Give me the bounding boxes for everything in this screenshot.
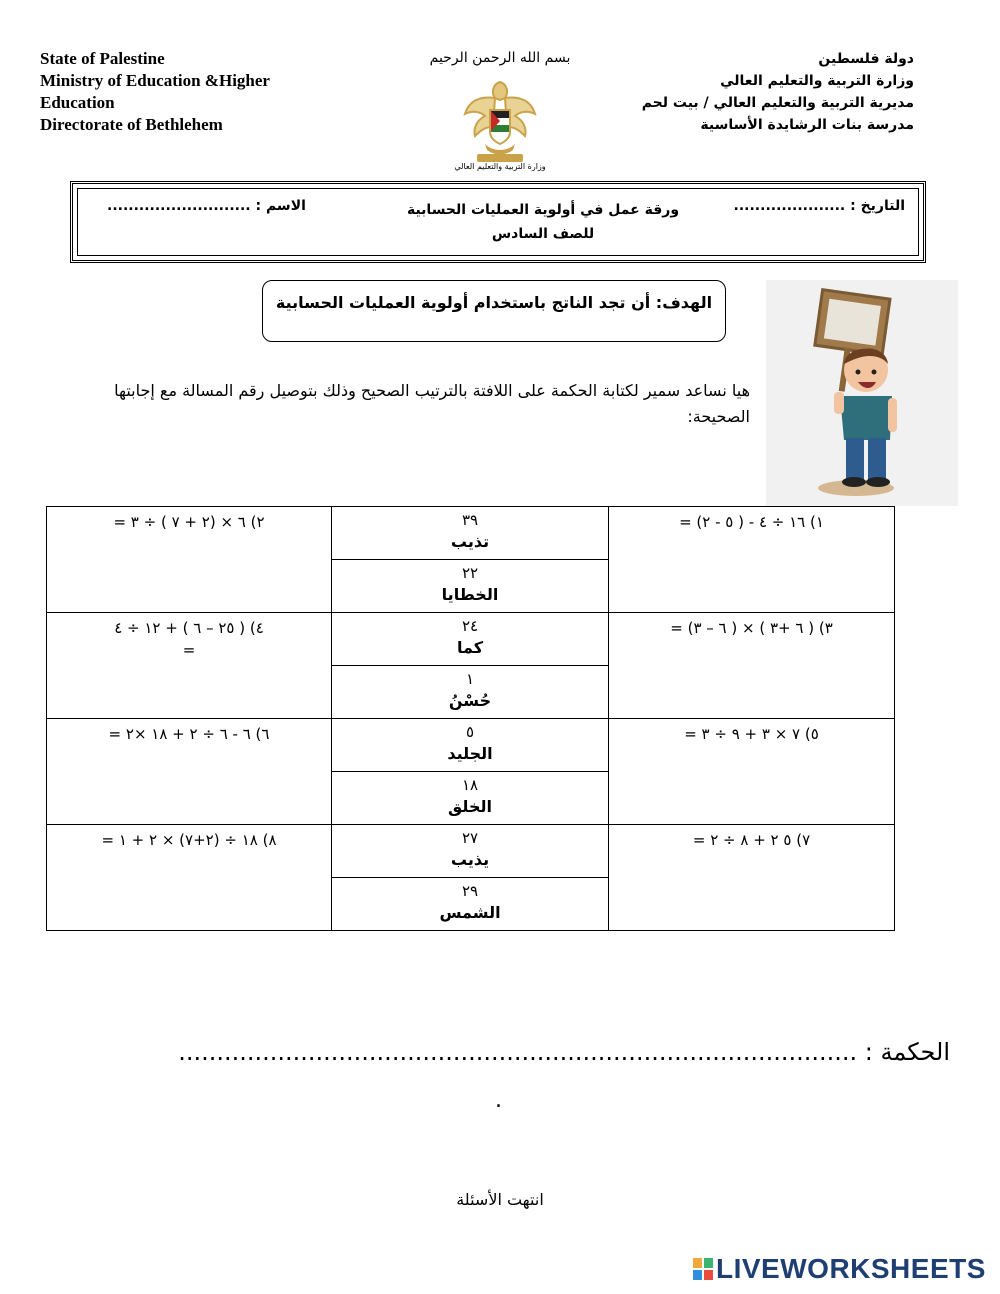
answer-number: ٢٢: [461, 564, 479, 582]
problem-2: ٢) ٦ × (٢ + ٧ ) ÷ ٣ =: [47, 507, 332, 613]
problem-6: ٦) ٦ - ٦ ÷ ٢ + ١٨ ×٢ =: [47, 719, 332, 825]
instructions: هيا نساعد سمير لكتابة الحكمة على اللافتة بالترتيب الصحيح وذلك بتوصيل رقم المسالة مع إجابتها الصحيحة:: [114, 381, 750, 426]
answer-word: الشمس: [439, 903, 501, 922]
answer-number: ٢٧: [461, 829, 479, 847]
problem-8: ٨) ١٨ ÷ (٢+٧) × ٢ + ١ =: [47, 825, 332, 931]
answer-number: ١: [465, 670, 475, 688]
answer-number: ٢٩: [461, 882, 479, 900]
arabic-line: وزارة التربية والتعليم العالي: [720, 73, 914, 89]
answer-number: ٣٩: [461, 511, 479, 529]
answer-number: ٢٤: [461, 617, 479, 635]
answer-card[interactable]: [332, 878, 609, 931]
answer-word: حُسْنُ: [448, 691, 492, 710]
answer-card[interactable]: [332, 560, 609, 613]
liveworksheets-logo-icon: [693, 1258, 713, 1280]
palestine-emblem-icon: [455, 70, 545, 175]
wisdom-dot: .: [495, 1088, 502, 1113]
arabic-line: مدرسة بنات الرشايدة الأساسية: [700, 117, 914, 133]
answer-word: الخطايا: [441, 585, 499, 604]
problem-5: ٥) ٧ × ٣ + ٩ ÷ ٣ =: [609, 719, 895, 825]
problem-7: ٧) ٥ ٢ + ٨ ÷ ٢ =: [609, 825, 895, 931]
emblem-caption: وزارة التربية والتعليم العالي: [454, 162, 546, 171]
problem-1: ١) ١٦ ÷ ٤ - ( ٥ - ٢) =: [609, 507, 895, 613]
answer-word: تذيب: [450, 532, 490, 551]
answer-card[interactable]: [332, 666, 609, 719]
goal-box: الهدف: أن تجد الناتج باستخدام أولوية العمليات الحسابية: [262, 280, 726, 342]
problem-4: [47, 613, 332, 719]
answer-card[interactable]: [332, 507, 609, 560]
name-field[interactable]: الاسم : ...........................: [107, 198, 306, 214]
date-field[interactable]: التاريخ : .....................: [733, 198, 905, 214]
english-line: Ministry of Education &Higher: [40, 71, 270, 90]
boy-holding-sign-icon: [766, 280, 958, 506]
arabic-line: مديرية التربية والتعليم العالي / بيت لحم: [641, 95, 914, 111]
problem-text: ٤) ( ٢٥ – ٦ ) + ١٢ ÷ ٤: [114, 619, 264, 637]
logo-text: LIVEWORKSHEETS: [716, 1253, 986, 1284]
title-box: [70, 181, 926, 263]
end-text: انتهت الأسئلة: [456, 1190, 544, 1209]
english-line: Education: [40, 93, 115, 112]
worksheet-title: [363, 198, 723, 246]
answer-number: ٥: [465, 723, 475, 741]
table-row: [47, 507, 895, 560]
english-line: Directorate of Bethlehem: [40, 115, 223, 134]
table-row: [47, 613, 895, 666]
arabic-line: دولة فلسطين: [818, 51, 914, 67]
answer-word: الجليد: [447, 744, 493, 763]
title-line: للصف السادس: [491, 226, 595, 242]
answer-number: ١٨: [461, 776, 479, 794]
english-header: [40, 48, 340, 136]
answer-word: كما: [456, 638, 484, 657]
matching-table: [46, 506, 895, 931]
table-row: [47, 825, 895, 878]
title-line: ورقة عمل في أولوية العمليات الحسابية: [406, 202, 680, 218]
table-row: [47, 719, 895, 772]
answer-card[interactable]: [332, 719, 609, 772]
answer-word: الخلق: [448, 797, 492, 816]
answer-card[interactable]: [332, 825, 609, 878]
answer-word: يذيب: [450, 850, 490, 869]
basmala: بسم الله الرحمن الرحيم: [429, 50, 571, 66]
liveworksheets-logo: [693, 1253, 986, 1285]
english-line: State of Palestine: [40, 49, 165, 68]
answer-card[interactable]: [332, 772, 609, 825]
problem-text: =: [182, 641, 196, 659]
answer-card[interactable]: [332, 613, 609, 666]
wisdom-answer-line[interactable]: الحكمة : .........................................................................................: [178, 1038, 950, 1066]
problem-3: ٣) ( ٦ +٣ ) × ( ٦ – ٣) =: [609, 613, 895, 719]
arabic-header: [584, 48, 914, 136]
